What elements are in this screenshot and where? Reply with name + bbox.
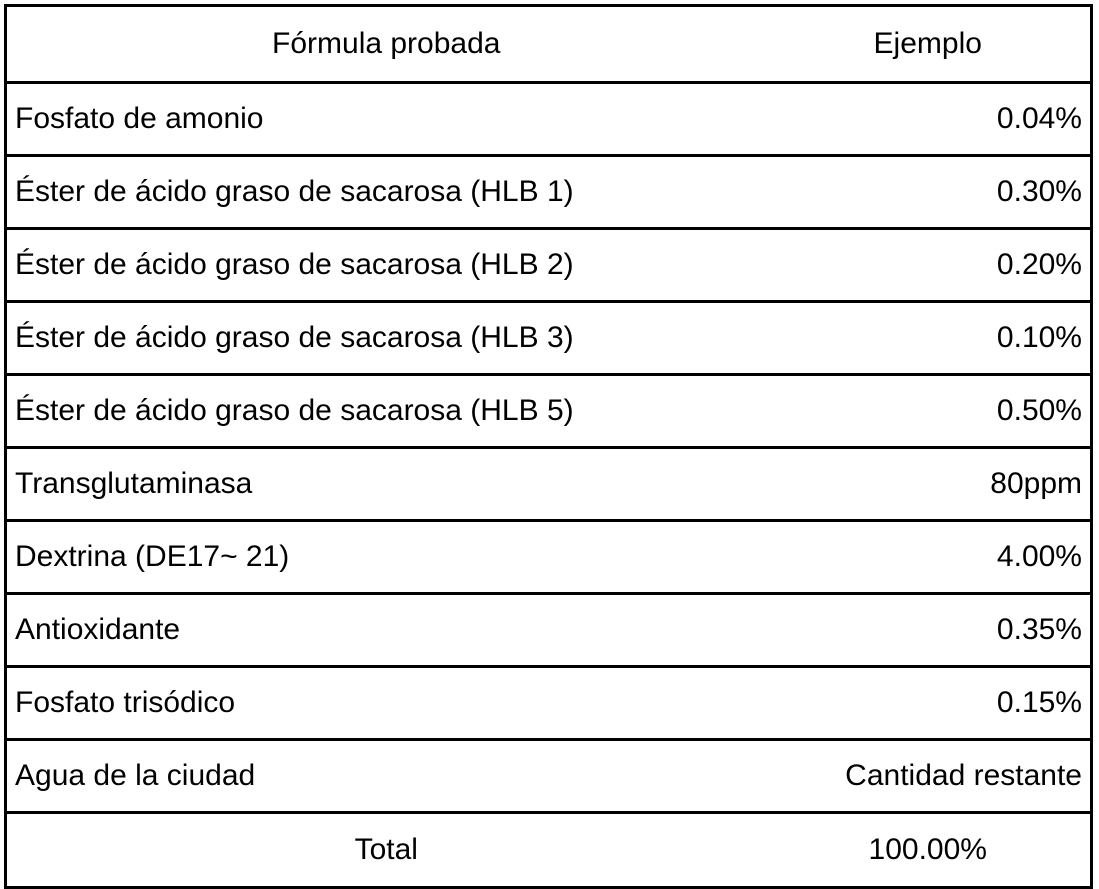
- row-name: Dextrina (DE17~ 21): [6, 521, 766, 594]
- header-cell-formula: Fórmula probada: [6, 6, 766, 83]
- row-value: 0.04%: [766, 83, 1092, 156]
- row-name: Fosfato trisódico: [6, 667, 766, 740]
- row-name: Agua de la ciudad: [6, 740, 766, 813]
- row-name: Éster de ácido graso de sacarosa (HLB 5): [6, 375, 766, 448]
- formula-table: [4, 4, 1093, 889]
- row-name: Fosfato de amonio: [6, 83, 766, 156]
- row-value: Cantidad restante: [766, 740, 1092, 813]
- table-header-row: [6, 6, 1092, 83]
- row-value: 80ppm: [766, 448, 1092, 521]
- row-name: Éster de ácido graso de sacarosa (HLB 2): [6, 229, 766, 302]
- table-row: [6, 594, 1092, 667]
- row-value: 0.20%: [766, 229, 1092, 302]
- table-row: [6, 375, 1092, 448]
- row-value: 0.10%: [766, 302, 1092, 375]
- table-row: [6, 83, 1092, 156]
- table-row: [6, 448, 1092, 521]
- row-value: 0.15%: [766, 667, 1092, 740]
- row-value: 0.35%: [766, 594, 1092, 667]
- row-name: Antioxidante: [6, 594, 766, 667]
- row-value: 4.00%: [766, 521, 1092, 594]
- total-value: 100.00%: [868, 832, 987, 866]
- row-name: Éster de ácido graso de sacarosa (HLB 3): [6, 302, 766, 375]
- table-row: [6, 229, 1092, 302]
- table-row: [6, 667, 1092, 740]
- table-row: [6, 740, 1092, 813]
- total-label: Total: [354, 832, 418, 866]
- row-value: 0.30%: [766, 156, 1092, 229]
- row-name: Éster de ácido graso de sacarosa (HLB 1): [6, 156, 766, 229]
- table-row: [6, 302, 1092, 375]
- table-row: [6, 156, 1092, 229]
- table-row: [6, 521, 1092, 594]
- row-name: Transglutaminasa: [6, 448, 766, 521]
- row-value: 0.50%: [766, 375, 1092, 448]
- header-cell-example: Ejemplo: [766, 6, 1092, 83]
- table-total-row: [6, 813, 1092, 888]
